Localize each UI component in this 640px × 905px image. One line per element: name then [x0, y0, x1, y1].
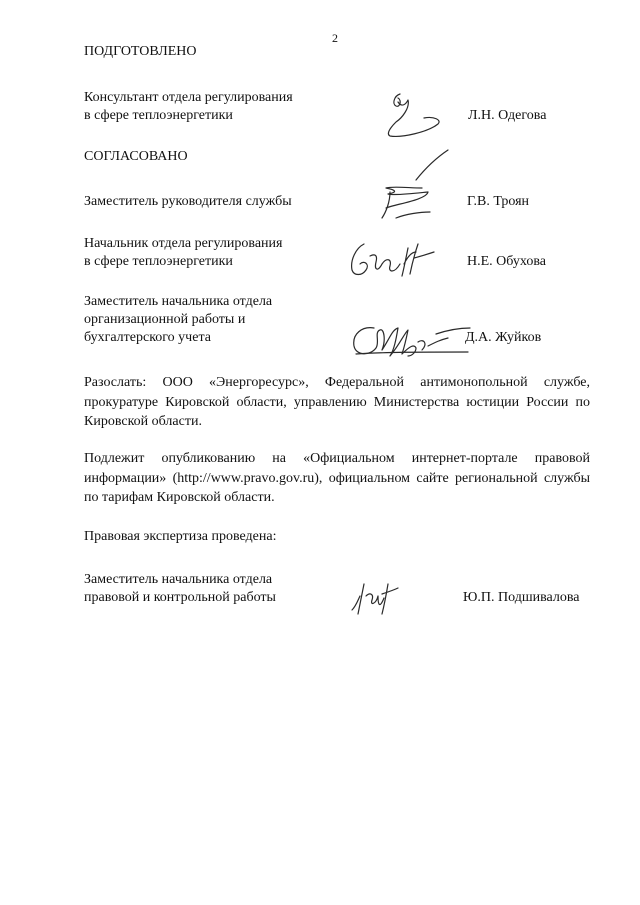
signer-name: Л.Н. Одегова — [468, 108, 547, 123]
handwritten-signature-podshivalova — [346, 578, 402, 618]
handwritten-signature-odegova — [372, 88, 444, 140]
prepared-heading: ПОДГОТОВЛЕНО — [84, 44, 197, 59]
position-title-line: в сфере теплоэнергетики — [84, 254, 233, 269]
position-title-line: Консультант отдела регулирования — [84, 90, 293, 105]
position-title-line: организационной работы и — [84, 312, 246, 327]
signer-name: Г.В. Троян — [467, 194, 530, 209]
position-title-line: в сфере теплоэнергетики — [84, 108, 233, 123]
handwritten-signature-troyan — [366, 148, 466, 240]
position-title-line: бухгалтерского учета — [84, 330, 211, 345]
position-title-line: Начальник отдела регулирования — [84, 236, 283, 251]
legal-review-statement: Правовая экспертиза проведена: — [84, 529, 277, 544]
agreed-heading: СОГЛАСОВАНО — [84, 149, 188, 164]
page-number: 2 — [332, 31, 338, 45]
signer-name: Ю.П. Подшивалова — [463, 590, 580, 605]
publication-paragraph: Подлежит опубликованию на «Официальном интернет-портале правовой информации» (http://www.pravo.gov.ru), официальном сайте региональной службы по тарифам Кировской области. — [84, 451, 590, 505]
handwritten-signature-zhuikov — [344, 318, 474, 362]
position-title-line: Заместитель руководителя службы — [84, 194, 292, 209]
position-title-line: Заместитель начальника отдела — [84, 572, 273, 587]
signer-name: Н.Е. Обухова — [467, 254, 546, 269]
position-title-line: Заместитель начальника отдела — [84, 294, 273, 309]
position-title-line: правовой и контрольной работы — [84, 590, 276, 605]
signer-name: Д.А. Жуйков — [465, 330, 542, 345]
distribution-paragraph: Разослать: ООО «Энергоресурс», Федеральной антимонопольной службе, прокуратуре Кировской области, управлению Министерства юстиции России по Кировской области. — [84, 375, 590, 429]
handwritten-signature-obukhova — [342, 234, 438, 280]
